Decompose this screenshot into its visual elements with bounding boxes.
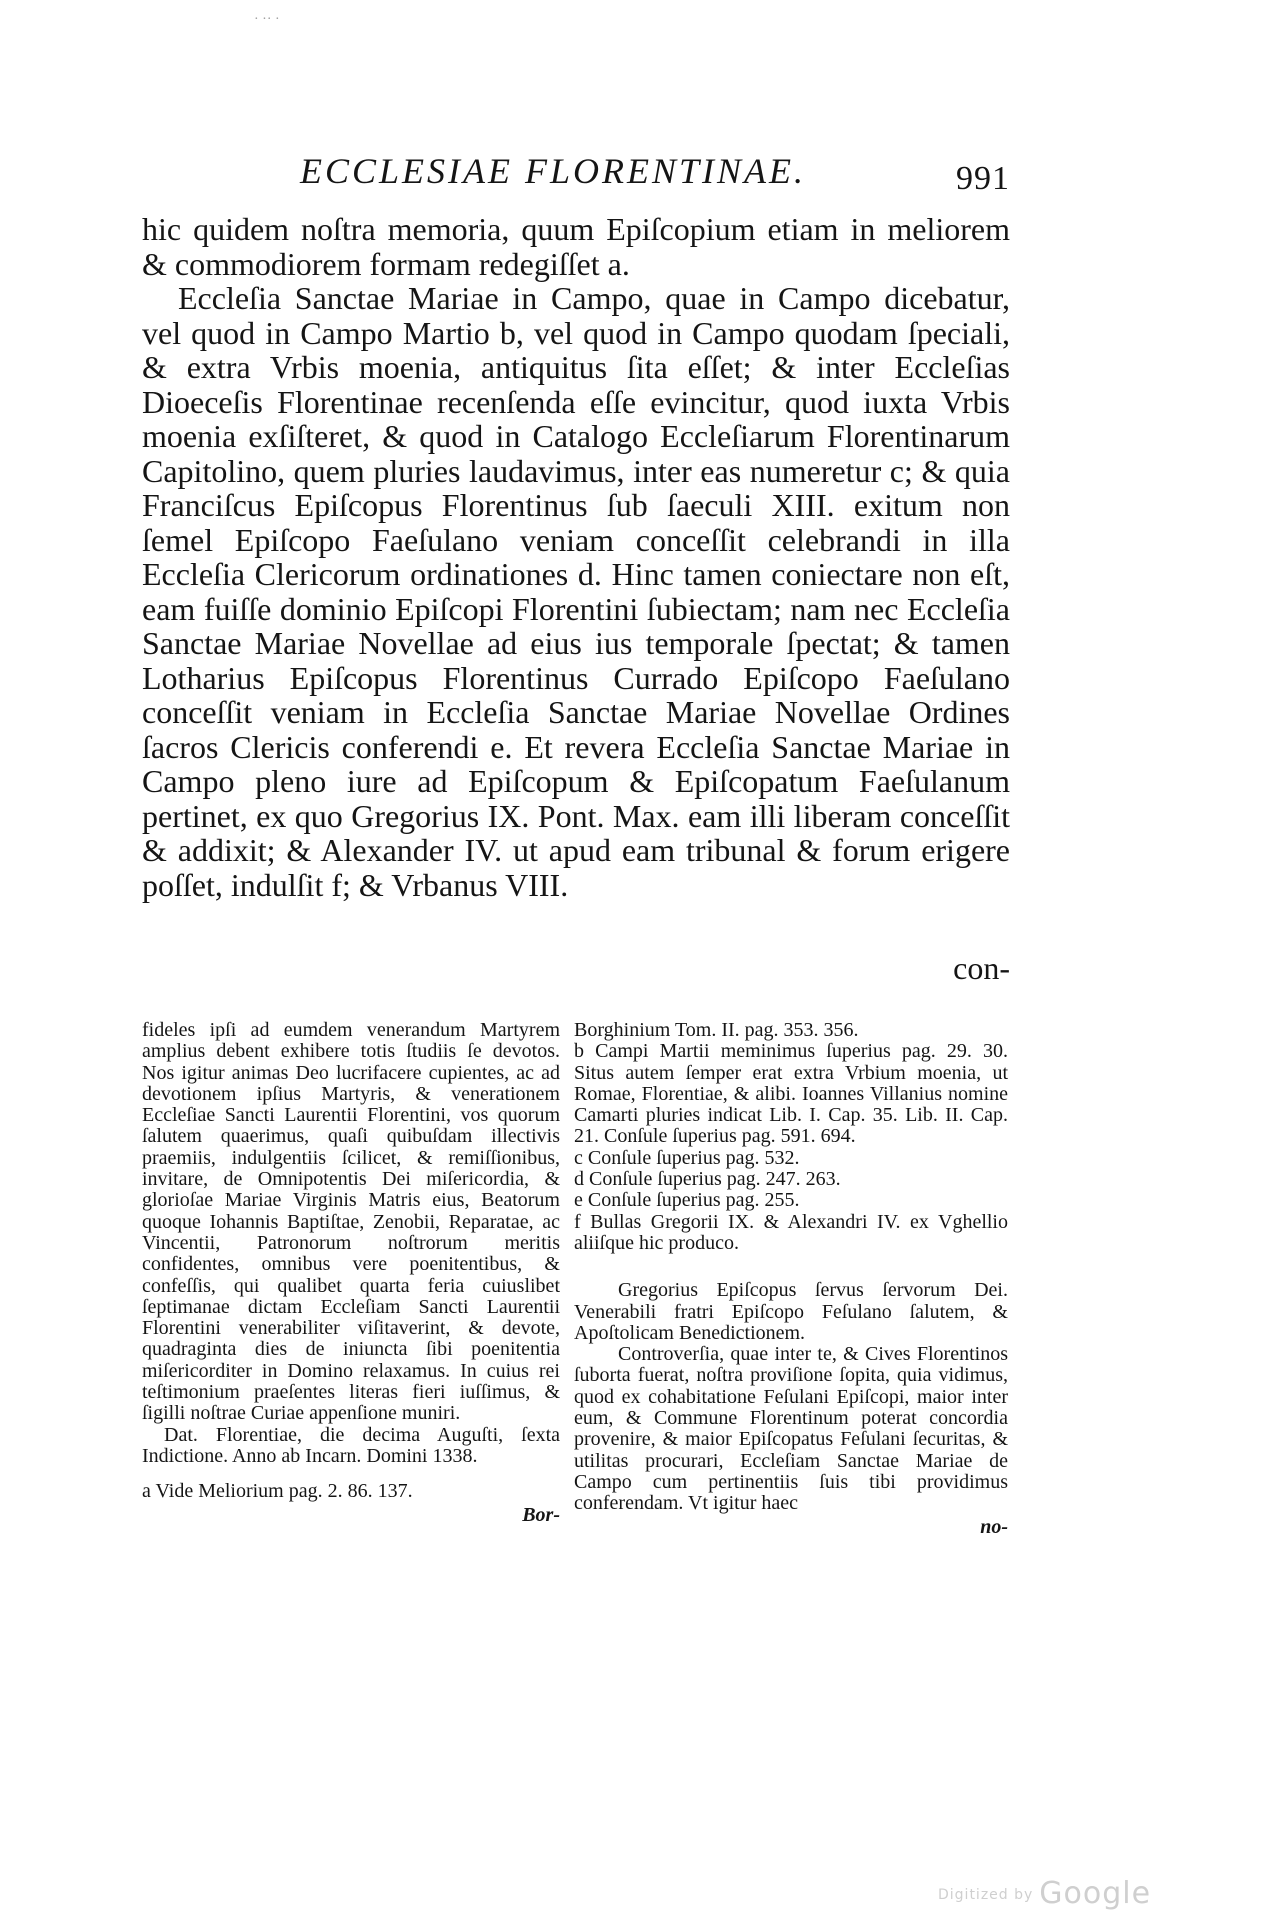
main-paragraph-1: hic quidem noſtra memoria, quum Epiſcopium etiam in meliorem & commodiorem formam redegiſſet a. xyxy=(142,211,1010,282)
footnote-d: d Conſule ſuperius pag. 247. 263. xyxy=(574,1168,841,1191)
watermark-brand: Google xyxy=(1039,1876,1152,1911)
right-catchword: no- xyxy=(980,1515,1008,1538)
digitized-watermark xyxy=(938,1876,1151,1911)
top-smudge-mark: · ·· · xyxy=(254,12,280,27)
dat-line: Dat. Florentiae, die decima Auguſti, ſexta Indictione. Anno ab Incarn. Domini 1338. xyxy=(142,1423,560,1467)
page-header xyxy=(300,150,1010,197)
right-footnote-column xyxy=(574,1020,1008,1538)
footnote-continuation: Borghinium Tom. II. pag. 353. 356. xyxy=(574,1019,859,1041)
papal-document xyxy=(574,1280,1008,1538)
main-paragraph-2: Eccleſia Sanctae Mariae in Campo, quae in Campo dicebatur, vel quod in Campo Martio b, vel quod in Campo quodam ſpeciali, & extra Vrbis moenia, antiquitus ſita eſſet; & inter Eccleſias Dioeceſis Florentinae recenſenda eſſe evincitur, quod iuxta Vrbis moenia exſiſteret, & quod in Catalogo Eccleſiarum Florentinarum Capitolino, quem pluries laudavimus, inter eas numeretur c; & quia Franciſcus Epiſcopus Florentinus ſub ſaeculi XIII. exitum non ſemel Epiſcopo Faeſulano veniam conceſſit celebrandi in illa Eccleſia Clericorum ordinationes d. Hinc tamen coniectare non eſt, eam fuiſſe dominio Epiſcopi Florentini ſubiectam; nam nec Eccleſia Sanctae Mariae Novellae ad eius ius temporale ſpectat; & tamen Lotharius Epiſcopus Florentinus Currado Epiſcopo Faeſulano conceſſit veniam in Eccleſia Sanctae Mariae Novellae Ordines ſacros Clericis conferendi e. Et revera Eccleſia Sanctae Mariae in Campo pleno iure ad Epiſcopum & Epiſcopatum Faeſulanum pertinet, ex quo Gregorius IX. Pont. Max. eam illi liberam conceſſit & addixit; & Alexander IV. ut apud eam tribunal & forum erigere poſſet, indulſit f; & Vrbanus VIII. xyxy=(142,280,1010,903)
footnote-f: f Bullas Gregorii IX. & Alexandri IV. ex Vghellio aliiſque hic produco. xyxy=(574,1210,1008,1254)
left-catchword: Bor- xyxy=(522,1503,560,1526)
footnote-e: e Conſule ſuperius pag. 255. xyxy=(574,1189,800,1212)
main-text-block xyxy=(142,212,1010,902)
main-catchword: con- xyxy=(953,950,1010,986)
left-footnote-column xyxy=(142,1020,560,1526)
document-intro: Gregorius Epiſcopus ſervus ſervorum Dei. Venerabili fratri Epiſcopo Feſulano ſalutem, & Apoſtolicam Benedictionem. xyxy=(574,1279,1008,1344)
left-column-text: fideles ipſi ad eumdem venerandum Martyrem amplius debent exhibere totis ſtudiis ſe devotos. Nos igitur animas Deo lucrifacere cupientes, ac ad devotionem ipſius Martyris, & venerationem Eccleſiae Sancti Laurentii Florentini, vos quorum ſalutem quaerimus, quaſi quibuſdam illectivis praemiis, indulgentiis ſcilicet, & remiſſionibus, invitare, de Omnipotentis Dei miſericordia, & glorioſae Mariae Virginis Matris eius, Beatorum quoque Iohannis Baptiſtae, Zenobii, Reparatae, ac Vincentii, Patronorum noſtrorum meritis confidentes, omnibus vere poenitentibus, & confeſſis, qui qualibet quarta feria cuiuslibet ſeptimanae dictam Eccleſiam Sancti Laurentii Florentini venerabiliter viſitaverint, & devote, quadraginta dies de iniuncta ſibi poenitentia miſericorditer in Domino relaxamus. In cuius rei teſtimonium praeſentes literas fieri iuſſimus, & ſigilli noſtrae Curiae appenſione muniri. xyxy=(142,1019,560,1425)
footnote-list xyxy=(574,1020,1008,1254)
footnote-c: c Conſule ſuperius pag. 532. xyxy=(574,1146,800,1169)
footnote-a: a Vide Meliorium pag. 2. 86. 137. xyxy=(142,1480,413,1503)
watermark-prefix: Digitized by xyxy=(938,1886,1034,1903)
running-title: ECCLESIAE FLORENTINAE. xyxy=(300,151,806,191)
document-body: Controverſia, quae inter te, & Cives Florentinos ſuborta fuerat, noſtra proviſione ſopita, quia vidimus, quod ex cohabitatione Feſulani Epiſcopi, maior inter eum, & Commune Florentinum poterat concordia provenire, & maior Epiſcopatus Feſulani ſecuritas, & utilitas procurari, Eccleſiam Sanctae Mariae de Campo cum pertinentiis ſuis tibi providimus conferendam. Vt igitur haec xyxy=(574,1343,1008,1515)
footnote-b: b Campi Martii meminimus ſuperius pag. 29. 30. Situs autem ſemper erat extra Vrbium moenia, ut Romae, Florentiae, & alibi. Ioannes Villanius nomine Camarti pluries indicat Lib. I. Cap. 35. Lib. II. Cap. 21. Conſule ſuperius pag. 591. 694. xyxy=(574,1040,1008,1148)
page-number: 991 xyxy=(956,160,1010,197)
